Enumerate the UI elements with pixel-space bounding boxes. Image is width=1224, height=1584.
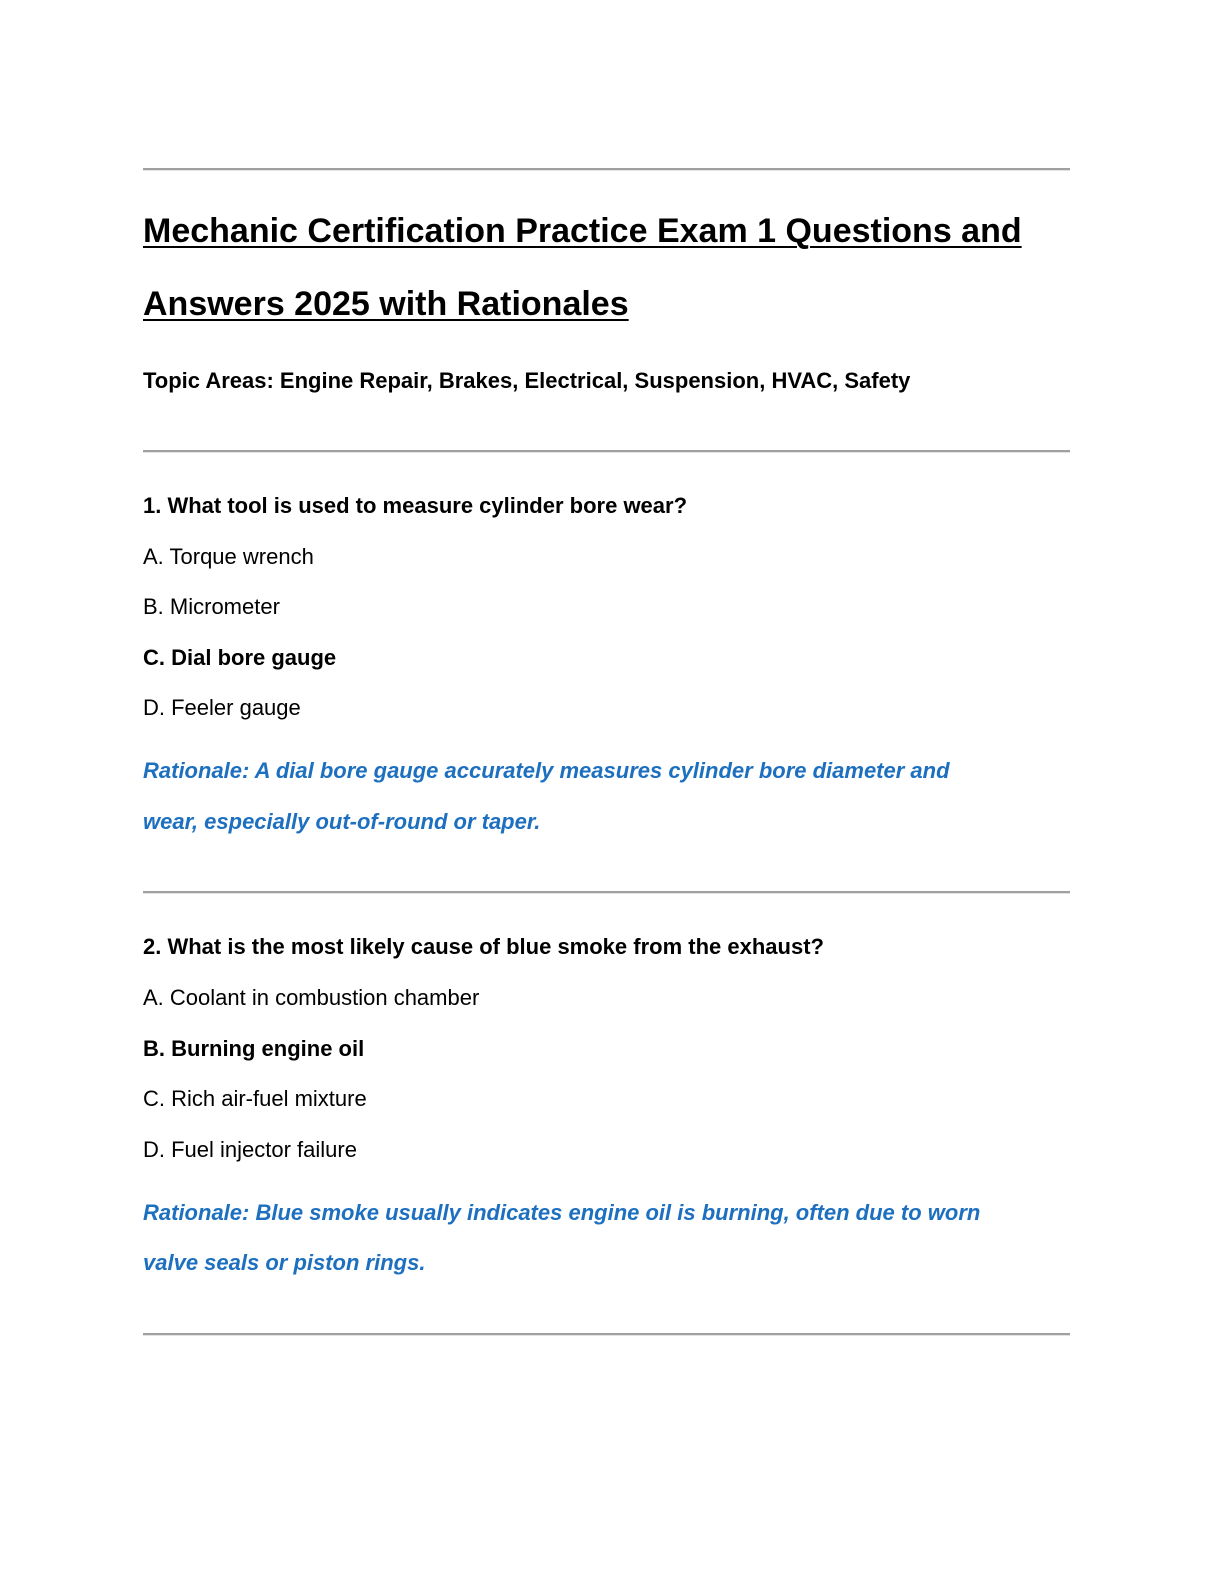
question-2-option-a: A. Coolant in combustion chamber [143,985,480,1010]
question-1-option-b: B. Micrometer [143,594,280,619]
document-title-line-2: Answers 2025 with Rationales [143,285,629,323]
question-1-option-d: D. Feeler gauge [143,695,301,720]
divider [143,168,1070,171]
divider [143,1333,1070,1336]
question-2-option-d: D. Fuel injector failure [143,1137,357,1162]
topic-areas: Topic Areas: Engine Repair, Brakes, Electrical, Suspension, HVAC, Safety [143,368,911,393]
question-1-rationale-line-1: Rationale: A dial bore gauge accurately measures cylinder bore diameter and [143,758,950,783]
question-2-option-c: C. Rich air-fuel mixture [143,1086,367,1111]
question-1-option-a: A. Torque wrench [143,544,314,569]
divider [143,450,1070,453]
question-1-text: 1. What tool is used to measure cylinder bore wear? [143,493,688,518]
divider [143,891,1070,894]
question-2-text: 2. What is the most likely cause of blue smoke from the exhaust? [143,934,824,959]
question-2-rationale-line-1: Rationale: Blue smoke usually indicates engine oil is burning, often due to worn [143,1200,981,1225]
question-1-option-c-correct: C. Dial bore gauge [143,645,337,670]
question-2-rationale-line-2: valve seals or piston rings. [143,1250,426,1275]
question-1-rationale-line-2: wear, especially out-of-round or taper. [143,809,541,834]
document-title-line-1: Mechanic Certification Practice Exam 1 Questions and [143,212,1022,250]
question-2-option-b-correct: B. Burning engine oil [143,1036,365,1061]
